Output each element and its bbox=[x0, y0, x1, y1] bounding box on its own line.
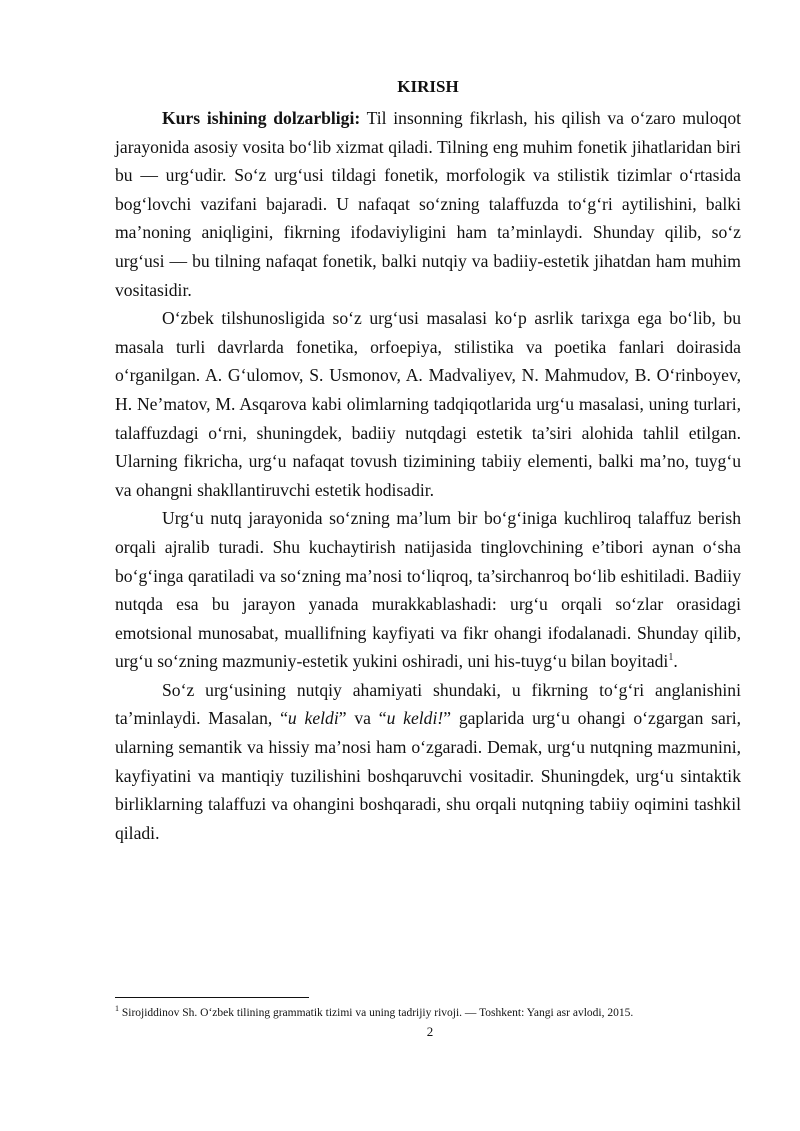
document-page bbox=[115, 74, 741, 847]
significance-mid: ” va “ bbox=[338, 708, 387, 729]
footnote-reference[interactable]: 1 bbox=[668, 652, 674, 664]
footnote-divider bbox=[115, 997, 309, 998]
paragraph-relevance bbox=[115, 104, 741, 304]
example-italic-1: u keldi bbox=[287, 708, 339, 729]
relevance-text: Til insonning fikrlash, his qilish va o‘zaro muloqot jarayonida asosiy vosita bo‘lib xizmat qiladi. Tilning eng muhim fonetik jihatlaridan biri bu — urg‘udir. So‘z urg‘usi tildagi fonetik, morfologik va stilistik tizimlar o‘rtasida bog‘lovchi vazifani bajaradi. U nafaqat so‘zning talaffuzda to‘g‘ri aytilishini, balki ma’noning aniqligini, fikrning ifodaviyligini ham ta’minlaydi. Shunday qilib, so‘z urg‘usi — bu tilning nafaqat fonetik, balki nutqiy va badiiy-estetik jihatdan ham muhim vositasidir. bbox=[115, 108, 741, 300]
paragraph-stress-in-speech bbox=[115, 504, 741, 676]
example-italic-2: u keldi! bbox=[386, 708, 444, 729]
paragraph-history: O‘zbek tilshunosligida so‘z urg‘usi masalasi ko‘p asrlik tarixga ega bo‘lib, bu masala turli davrlarda fonetika, orfoepiya, stilistika va poetika fanlari doirasida o‘rganilgan. A. G‘ulomov, S. Usmonov, A. Madvaliyev, N. Mahmudov, B. O‘rinboyev, H. Ne’matov, M. Asqarova kabi olimlarning tadqiqotlarida urg‘u masalasi, uning turlari, talaffuzdagi o‘rni, shuningdek, badiiy nutqdagi estetik ta’siri alohida tahlil etilgan. Ularning fikricha, urg‘u nafaqat tovush tizimining tabiiy elementi, balki ma’no, tuyg‘u va ohangni shakllantiruvchi estetik hodisadir. bbox=[115, 308, 741, 500]
footnote-text: Sirojiddinov Sh. O‘zbek tilining grammatik tizimi va uning tadrijiy rivoji. — Toshkent: Yangi asr avlodi, 2015. bbox=[119, 1007, 634, 1019]
paragraph-speech-significance bbox=[115, 676, 741, 848]
stress-speech-end: . bbox=[673, 651, 678, 672]
page-number: 2 bbox=[426, 1024, 434, 1039]
footnote bbox=[115, 1006, 741, 1020]
significance-after: ” gaplarida urg‘u ohangi o‘zgargan sari, ularning semantik va hissiy ma’nosi ham o‘zgaradi. Demak, urg‘u nutqning mazmunini, kayfiyatini va mantiqiy tuzilishini boshqaruvchi vositadir. Shuningdek, urg‘u sintaktik birliklarning talaffuzi va ohangini boshqaradi, shu orqali nutqning tabiiy oqimini tashkil qiladi. bbox=[115, 708, 741, 843]
section-heading: KIRISH bbox=[397, 77, 459, 96]
relevance-lead: Kurs ishining dolzarbligi: bbox=[162, 108, 361, 128]
footnote-number: 1 bbox=[115, 1004, 119, 1014]
significance-before: So‘z urg‘usining nutqiy ahamiyati shundaki, u fikrning to‘g‘ri anglanishini ta’minlaydi. Masalan, “ bbox=[115, 679, 741, 729]
stress-speech-text: Urg‘u nutq jarayonida so‘zning ma’lum bir bo‘g‘iniga kuchliroq talaffuz berish orqali ajralib turadi. Shu kuchaytirish natijasida tinglovchining e’tibori aynan o‘sha bo‘g‘inga qaratiladi va so‘zning ma’nosi to‘liqroq, ta’sirchanroq bo‘lib eshitiladi. Badiiy nutqda esa bu jarayon yanada murakkablashadi: urg‘u orqali so‘zlar orasidagi emotsional munosabat, muallifning kayfiyati va fikr ohangi ifodalanadi. Shunday qilib, urg‘u so‘zning mazmuniy-estetik yukini oshiradi, uni his-tuyg‘u bilan boyitadi bbox=[115, 508, 741, 672]
